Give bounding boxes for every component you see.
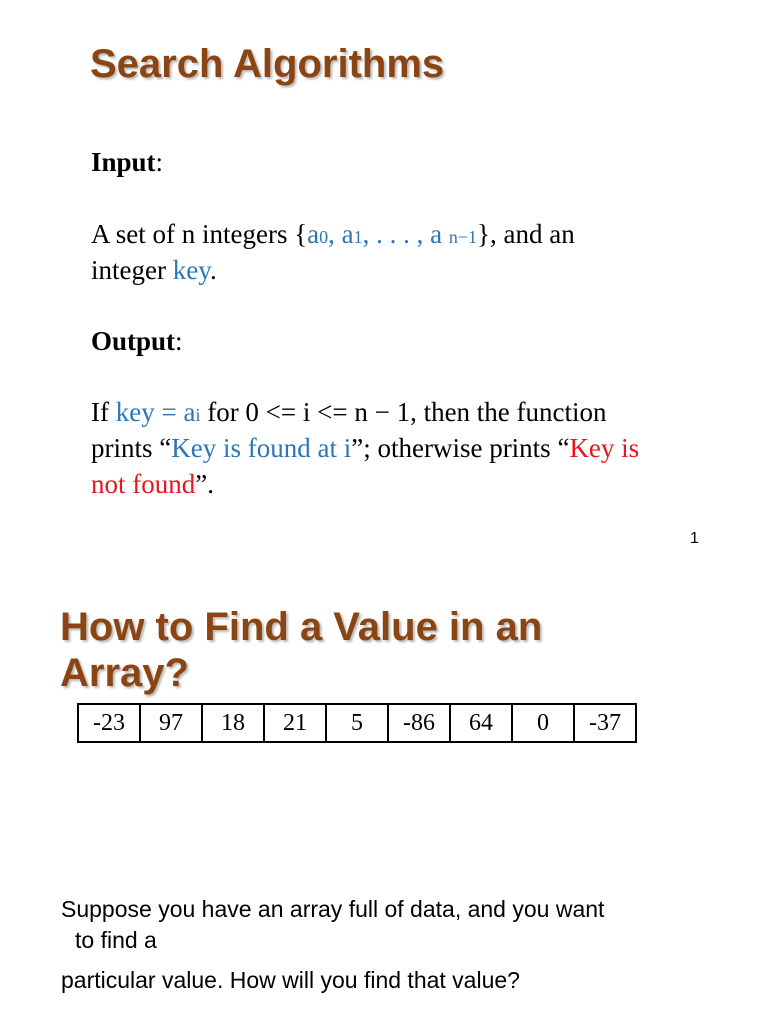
slide-title-search-algorithms: Search Algorithms (90, 42, 445, 86)
array-cell: 5 (326, 704, 388, 742)
input-heading (91, 144, 163, 180)
input-description-line-1 (91, 216, 575, 255)
found-message: Key is found at i (171, 433, 352, 463)
key-equals-ai: key = ai (115, 397, 201, 427)
input-suffix: }, and an (477, 219, 575, 249)
array-cell: -86 (388, 704, 450, 742)
paragraph-line-3: particular value. How will you find that value? (61, 967, 520, 993)
output-label: Output (91, 326, 176, 356)
array-cell: 0 (512, 704, 574, 742)
output-description-line-2: prints “Key is found at i”; otherwise prints “Key is (91, 433, 640, 463)
array-cell: -37 (574, 704, 636, 742)
array-row (78, 704, 636, 742)
array-cell: 21 (264, 704, 326, 742)
array-cell: -23 (78, 704, 140, 742)
key-term: key (172, 255, 210, 285)
array-cell: 18 (202, 704, 264, 742)
not-found-message-part-2: not found (91, 469, 196, 499)
element-a0: a0, a1, . . . , a n−1 (307, 219, 478, 249)
page-number: 1 (690, 530, 699, 547)
array-cell: 97 (140, 704, 202, 742)
input-label: Input (91, 147, 156, 177)
input-description-line-2: integer key. (91, 255, 217, 285)
input-colon: : (155, 147, 164, 177)
array-cell: 64 (450, 704, 512, 742)
output-heading: Output: (91, 326, 183, 356)
input-prefix: A set of n integers { (91, 219, 308, 249)
output-description-line-3: not found”. (91, 469, 214, 499)
paragraph-line-2: to find a (75, 927, 157, 953)
paragraph-line-1: Suppose you have an array full of data, and you want (61, 896, 605, 922)
slide-title-find-value: How to Find a Value in an Array? (60, 605, 543, 695)
output-description-line-1: If key = ai for 0 <= i <= n − 1, then the function (91, 397, 607, 427)
not-found-message-part-1: Key is (569, 433, 640, 463)
array-table (77, 703, 637, 743)
